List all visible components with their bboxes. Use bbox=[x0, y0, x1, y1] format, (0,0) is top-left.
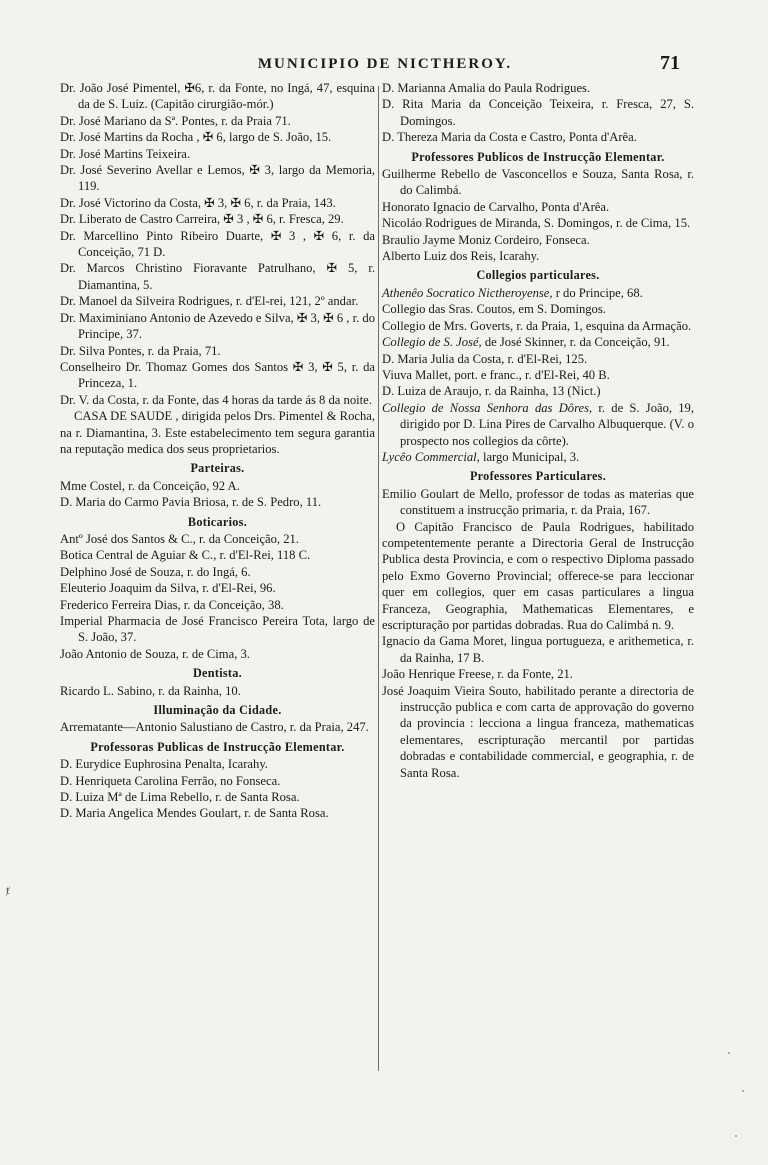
list-item: Nicoláo Rodrigues de Miranda, S. Domingos, r. de Cima, 15. bbox=[382, 216, 691, 231]
list-item bbox=[382, 449, 694, 465]
list-item bbox=[382, 285, 694, 301]
list-item: D. Thereza Maria da Costa e Castro, Ponta d'Arêa. bbox=[382, 130, 637, 145]
collegio-name: Lycêo Commercial, bbox=[382, 449, 480, 464]
page-title: MUNICIPIO DE NICTHEROY. bbox=[257, 56, 513, 72]
list-item: Dr. V. da Costa, r. da Fonte, das 4 horas da tarde ás 8 da noite. bbox=[60, 392, 372, 407]
list-item: Mme Costel, r. da Conceição, 92 A. bbox=[60, 478, 240, 493]
page-number: 71 bbox=[660, 52, 680, 74]
list-item: D. Henriqueta Carolina Ferrão, no Fonseca. bbox=[60, 773, 281, 788]
list-item: Dr. João José Pimentel, ✠6, r. da Fonte, no Ingá, 47, esquina da de S. Luiz. (Capitão cirurgião-mór.) bbox=[60, 81, 375, 112]
list-item: O Capitão Francisco de Paula Rodrigues, habilitado competentemente perante a Directoria Geral de Instrucção Publica desta Provincia, e com o respectivo Diploma passado pelo Exmo Governo Provincial; offerece-se para leccionar quer em collegios, quer em casas particulares a lingua Franceza, Geographia, Mathematicas Elementares, e escripturação por partidas dobradas. Rua do Calimbá n. 9. bbox=[382, 519, 694, 632]
list-item bbox=[382, 334, 694, 350]
list-item: Botica Central de Aguiar & C., r. d'El-Rei, 118 C. bbox=[60, 548, 311, 563]
list-item: D. Maria do Carmo Pavia Briosa, r. de S. Pedro, 11. bbox=[60, 495, 322, 510]
margin-mark: ⱦ bbox=[6, 883, 10, 897]
list-item: D. Maria Julia da Costa, r. d'El-Rei, 125. bbox=[382, 351, 588, 366]
list-item: Antº José dos Santos & C., r. da Conceição, 21. bbox=[60, 531, 299, 546]
section-heading-collegios: Collegios particulares. bbox=[476, 268, 600, 283]
section-heading-parteiras: Parteiras. bbox=[190, 461, 245, 476]
speck bbox=[728, 1052, 730, 1054]
list-item: João Antonio de Souza, r. de Cima, 3. bbox=[60, 646, 250, 661]
list-item: D. Eurydice Euphrosina Penalta, Icarahy. bbox=[60, 757, 268, 772]
list-item: Alberto Luiz dos Reis, Icarahy. bbox=[382, 249, 540, 264]
list-item: Dr. José Victorino da Costa, ✠ 3, ✠ 6, r. da Praia, 143. bbox=[60, 195, 336, 210]
list-item: D. Marianna Amalia do Paula Rodrigues. bbox=[382, 81, 591, 95]
collegio-name: Athenêo Socratico Nictheroyense, bbox=[382, 285, 553, 300]
section-heading-professores-particulares: Professores Particulares. bbox=[469, 469, 607, 484]
list-item bbox=[382, 400, 694, 449]
speck bbox=[742, 1090, 744, 1092]
list-item: Eleuterio Joaquim da Silva, r. d'El-Rei, 96. bbox=[60, 581, 276, 596]
list-item: Dr. José Mariano da Sª. Pontes, r. da Praia 71. bbox=[60, 113, 291, 128]
list-item: Viuva Mallet, port. e franc., r. d'El-Rei, 40 B. bbox=[382, 367, 610, 382]
list-item: Dr. Manoel da Silveira Rodrigues, r. d'El-rei, 121, 2º andar. bbox=[60, 294, 359, 309]
collegio-name: Collegio de S. José, bbox=[382, 335, 482, 350]
list-item: Imperial Pharmacia de José Francisco Pereira Tota, largo de S. João, 37. bbox=[60, 614, 375, 645]
list-item: Collegio das Sras. Coutos, em S. Domingos. bbox=[382, 302, 606, 317]
speck bbox=[735, 1135, 737, 1137]
section-heading-boticarios: Boticarios. bbox=[187, 514, 248, 529]
casa-de-saude-notice: CASA DE SAUDE , dirigida pelos Drs. Pimentel & Rocha, na r. Diamantina, 3. Este estabelecimento tem segura garantia na reputação medica dos seus proprietarios. bbox=[60, 409, 375, 456]
section-heading-professores-publicos: Professores Publicos de Instrucção Elementar. bbox=[411, 149, 665, 164]
section-heading-iluminacao: Illuminação da Cidade. bbox=[153, 703, 282, 718]
right-column bbox=[382, 80, 694, 781]
collegio-name: Collegio de Nossa Senhora das Dôres, bbox=[382, 400, 593, 415]
list-item: Collegio de Mrs. Goverts, r. da Praia, 1, esquina da Armação. bbox=[382, 318, 692, 333]
collegio-address: r do Principe, 68. bbox=[552, 285, 643, 300]
list-item: Guilherme Rebello de Vasconcellos e Souza, Santa Rosa, r. do Calimbá. bbox=[382, 167, 694, 198]
list-item: D. Maria Angelica Mendes Goulart, r. de Santa Rosa. bbox=[60, 806, 329, 821]
list-item: José Joaquim Vieira Souto, habilitado perante a directoria de instrucção publica e com carta de approvação do governo da provincia : lecciona a lingua franceza, mathematicas elementares, escripturação mercantil por partidas dobradas e contabilidade commercial, e geographia, r. de Santa Rosa. bbox=[382, 683, 694, 780]
list-item: Dr. José Martins Teixeira. bbox=[60, 146, 191, 161]
collegio-address: de José Skinner, r. da Conceição, 91. bbox=[481, 335, 670, 350]
list-item: Delphino José de Souza, r. do Ingá, 6. bbox=[60, 564, 251, 579]
list-item: Ignacio da Gama Moret, lingua portugueza, e arithemetica, r. da Rainha, 17 B. bbox=[382, 634, 694, 665]
list-item: João Henrique Freese, r. da Fonte, 21. bbox=[382, 667, 573, 682]
left-column bbox=[60, 80, 375, 822]
list-item: Dr. José Martins da Rocha , ✠ 6, largo de S. João, 15. bbox=[60, 130, 332, 145]
section-heading-professoras: Professoras Publicas de Instrucção Elementar. bbox=[90, 739, 345, 754]
list-item: D. Luiza Mª de Lima Rebello, r. de Santa Rosa. bbox=[60, 790, 300, 805]
list-item: Dr. Marcellino Pinto Ribeiro Duarte, ✠ 3 , ✠ 6, r. da Conceição, 71 D. bbox=[60, 228, 375, 260]
list-item: Dr. Maximiniano Antonio de Azevedo e Silva, ✠ 3, ✠ 6 , r. do Principe, 37. bbox=[60, 310, 375, 342]
list-item: Dr. Marcos Christino Fioravante Patrulhano, ✠ 5, r. Diamantina, 5. bbox=[60, 261, 375, 292]
list-item: Dr. Liberato de Castro Carreira, ✠ 3 , ✠ 6, r. Fresca, 29. bbox=[60, 212, 344, 227]
list-item: D. Luiza de Araujo, r. da Rainha, 13 (Nict.) bbox=[382, 384, 601, 399]
list-item: D. Rita Maria da Conceição Teixeira, r. Fresca, 27, S. Domingos. bbox=[382, 97, 694, 128]
column-divider bbox=[378, 86, 379, 1071]
list-item: Dr. Silva Pontes, r. da Praia, 71. bbox=[60, 343, 221, 358]
list-item: Honorato Ignacio de Carvalho, Ponta d'Arêa. bbox=[382, 199, 610, 214]
list-item: Arrematante—Antonio Salustiano de Castro, r. da Praia, 247. bbox=[60, 720, 369, 735]
list-item: Emilio Goulart de Mello, professor de todas as materias que constituem a instrucção primaria, r. da Praia, 167. bbox=[382, 486, 694, 518]
list-item: Frederico Ferreira Dias, r. da Conceição, 38. bbox=[60, 597, 284, 612]
list-item: Braulio Jayme Moniz Cordeiro, Fonseca. bbox=[382, 232, 590, 247]
list-item: Dr. José Severino Avellar e Lemos, ✠ 3, largo da Memoria, 119. bbox=[60, 163, 375, 194]
section-heading-dentista: Dentista. bbox=[192, 666, 243, 681]
collegio-address: largo Municipal, 3. bbox=[479, 449, 580, 464]
list-item: Conselheiro Dr. Thomaz Gomes dos Santos ✠ 3, ✠ 5, r. da Princeza, 1. bbox=[60, 359, 375, 391]
collegio-address: r. de S. João, 19, dirigido por D. Lina Pires de Carvalho Albuquerque. (V. o prospecto nos collegios da côrte). bbox=[400, 400, 694, 448]
list-item: Ricardo L. Sabino, r. da Rainha, 10. bbox=[60, 683, 241, 698]
